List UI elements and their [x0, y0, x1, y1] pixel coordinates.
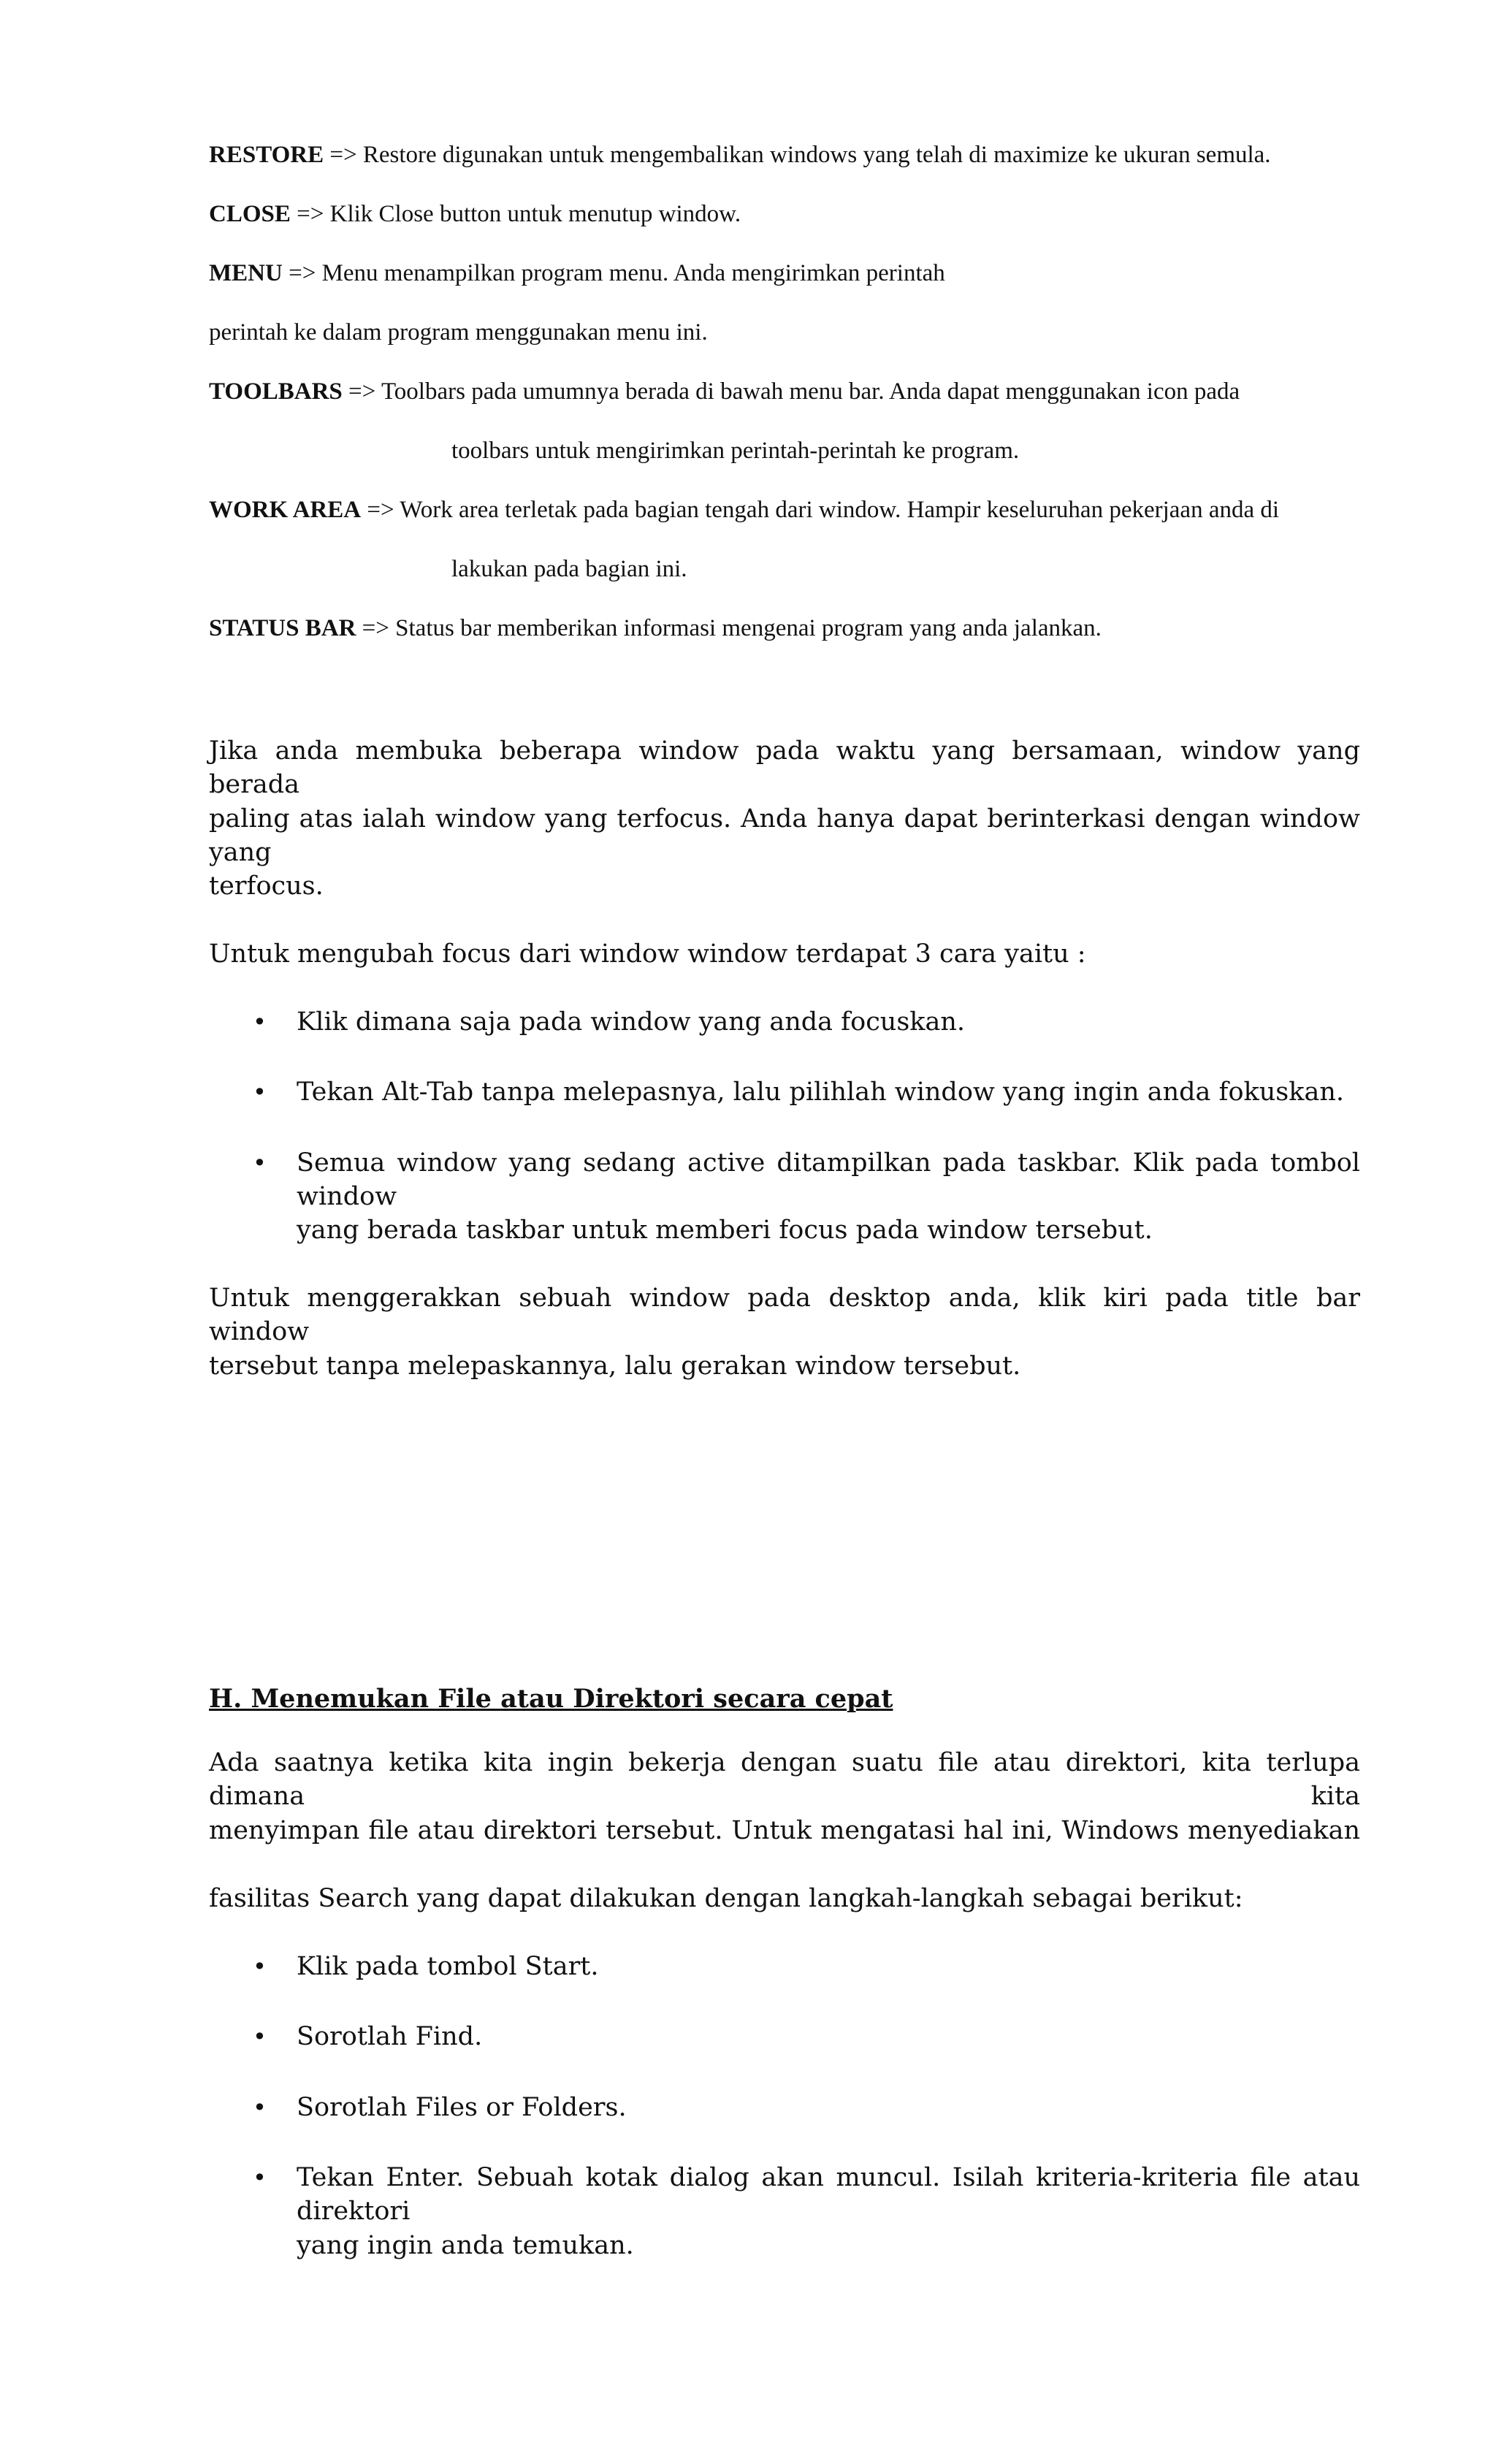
bullet-icon: •	[253, 1078, 267, 1106]
definition-arrow: =>	[367, 497, 394, 523]
definition-text: Klik Close button untuk menutup window.	[329, 201, 741, 227]
paragraph-line: Jika anda membuka beberapa window pada waktu yang bersamaan, window yang berada	[209, 736, 1360, 799]
definition-menu	[209, 259, 1363, 288]
paragraph-line: terfocus.	[209, 871, 324, 901]
definition-term: TOOLBARS	[209, 378, 343, 405]
list-item: Klik pada tombol Start.	[297, 1952, 599, 1981]
paragraph-line: fasilitas Search yang dapat dilakukan dengan langkah-langkah sebagai berikut:	[209, 1884, 1243, 1913]
definition-toolbars-continuation: toolbars untuk mengirimkan perintah-perintah ke program.	[451, 438, 1020, 464]
definition-text: Restore digunakan untuk mengembalikan windows yang telah di maximize ke ukuran semula.	[362, 142, 1271, 168]
definition-text: Work area terletak pada bagian tengah dari window. Hampir keseluruhan pekerjaan anda di	[400, 497, 1280, 523]
list-item: Klik dimana saja pada window yang anda focuskan.	[297, 1007, 966, 1037]
definition-arrow: =>	[297, 201, 324, 227]
definition-restore	[209, 140, 1363, 169]
definition-term: MENU	[209, 260, 283, 286]
list-item: Tekan Alt-Tab tanpa melepasnya, lalu pilihlah window yang ingin anda fokuskan.	[297, 1077, 1344, 1107]
paragraph-line: menyimpan file atau direktori tersebut. Untuk mengatasi hal ini, Windows menyediakan	[209, 1816, 1360, 1845]
section-heading: H. Menemukan File atau Direktori secara cepat	[209, 1684, 893, 1714]
definition-arrow: =>	[289, 260, 316, 286]
bullet-icon: •	[253, 2094, 267, 2121]
paragraph-line: paling atas ialah window yang terfocus. Anda hanya dapat berinterkasi dengan window yang	[209, 804, 1360, 867]
list-item: Sorotlah Find.	[297, 2022, 483, 2051]
list-item: Sorotlah Files or Folders.	[297, 2093, 627, 2122]
definition-text: Toolbars pada umumnya berada di bawah menu bar. Anda dapat menggunakan icon pada	[381, 378, 1240, 405]
bullet-icon: •	[253, 1008, 267, 1036]
definition-term: RESTORE	[209, 142, 324, 168]
definition-term: STATUS BAR	[209, 615, 356, 641]
bullet-icon: •	[253, 1149, 267, 1177]
definition-work-area-continuation: lakukan pada bagian ini.	[451, 556, 687, 582]
list-item: Tekan Enter. Sebuah kotak dialog akan muncul. Isilah kriteria-kriteria file atau direktori	[297, 2163, 1360, 2226]
definition-arrow: =>	[362, 615, 389, 641]
ways-intro: Untuk mengubah focus dari window window terdapat 3 cara yaitu :	[209, 939, 1086, 969]
definition-text: Status bar memberikan informasi mengenai program yang anda jalankan.	[395, 615, 1102, 641]
definition-arrow: =>	[348, 378, 376, 405]
definition-toolbars	[209, 377, 1363, 406]
definition-close	[209, 199, 1363, 229]
list-item: Semua window yang sedang active ditampilkan pada taskbar. Klik pada tombol window	[297, 1148, 1360, 1211]
paragraph-line: Untuk menggerakkan sebuah window pada desktop anda, klik kiri pada title bar window	[209, 1284, 1360, 1346]
list-item-continuation: yang ingin anda temukan.	[297, 2231, 634, 2260]
bullet-icon: •	[253, 2164, 267, 2192]
definition-term: CLOSE	[209, 201, 291, 227]
bullet-icon: •	[253, 2023, 267, 2051]
list-item-continuation: yang berada taskbar untuk memberi focus pada window tersebut.	[297, 1216, 1153, 1245]
definition-arrow: =>	[329, 142, 357, 168]
definition-menu-continuation: perintah ke dalam program menggunakan menu ini.	[209, 319, 708, 346]
bullet-icon: •	[253, 1953, 267, 1980]
definition-term: WORK AREA	[209, 497, 362, 523]
definition-text: Menu menampilkan program menu. Anda mengirimkan perintah	[321, 260, 945, 286]
paragraph-line: tersebut tanpa melepaskannya, lalu gerakan window tersebut.	[209, 1351, 1021, 1381]
definition-work-area	[209, 495, 1363, 525]
definition-status-bar	[209, 614, 1363, 643]
paragraph-line: Ada saatnya ketika kita ingin bekerja dengan suatu file atau direktori, kita terlupa dimana kita	[209, 1748, 1360, 1811]
